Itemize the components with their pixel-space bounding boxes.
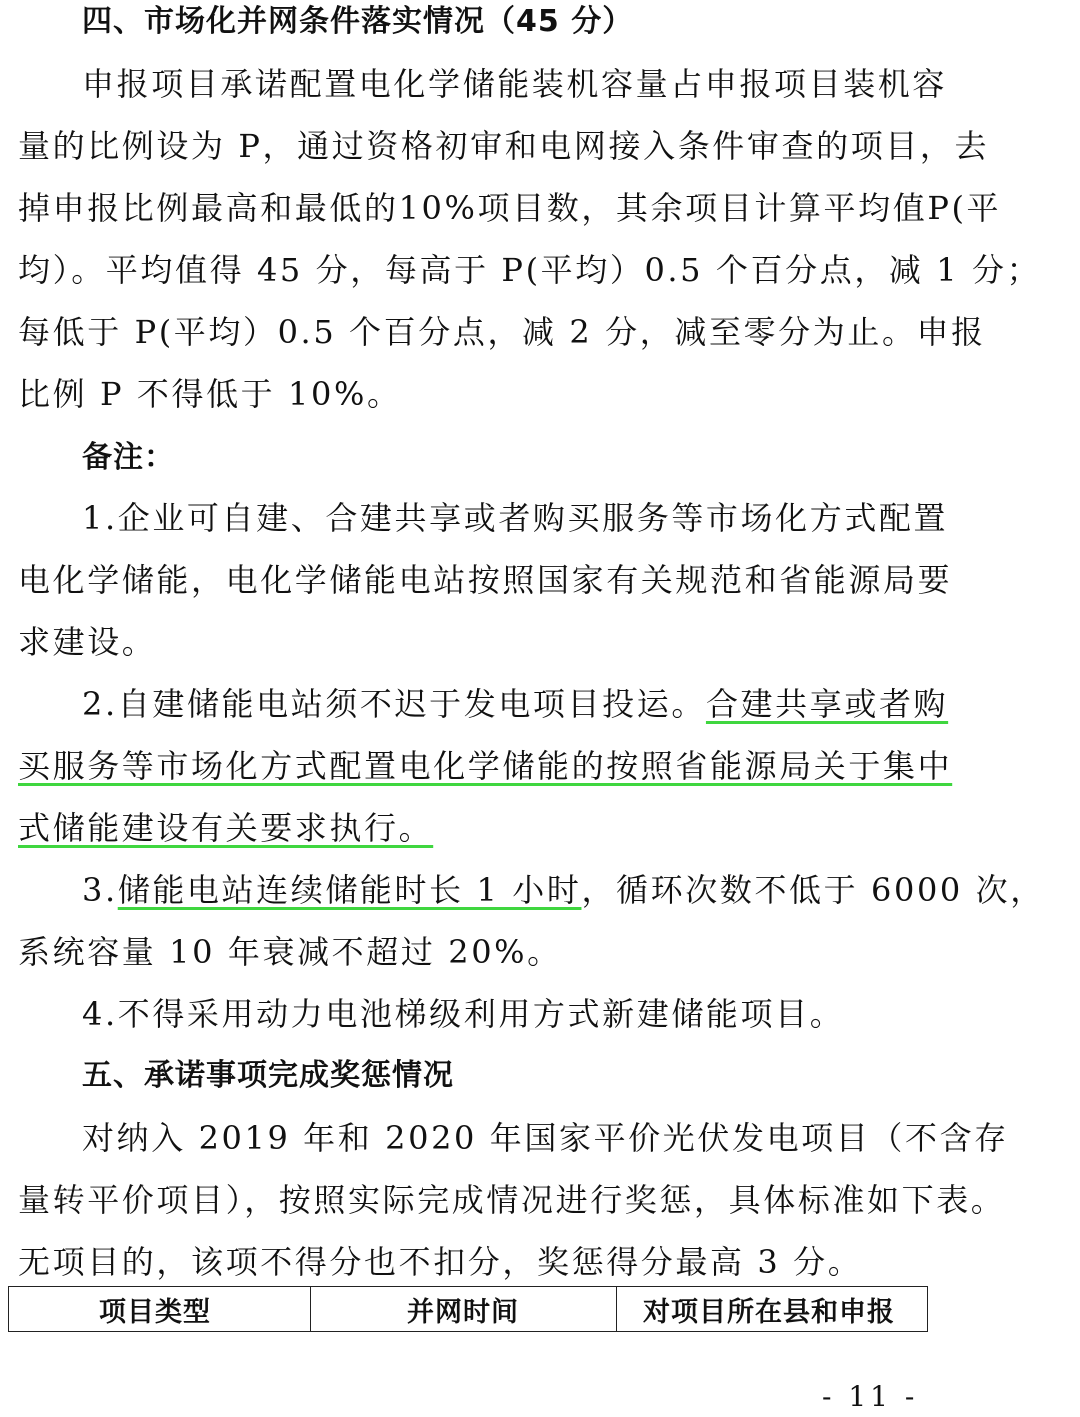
table-header-cell: 并网时间 [311,1287,617,1332]
highlighted-text: 储能电站连续储能时长 1 小时 [117,871,582,909]
page-number: - 11 - [822,1380,919,1413]
note-3-line: 系统容量 10 年衰减不超过 20%。 [18,933,562,971]
note-4-line: 4.不得采用动力电池梯级利用方式新建储能项目。 [82,995,845,1033]
note-1-line: 求建设。 [18,623,157,661]
note-3-line [82,870,1045,910]
note-3-text: ，循环次数不低于 6000 次， [581,871,1045,909]
highlighted-text: 式储能建设有关要求执行。 [18,809,434,847]
paragraph-line: 每低于 P(平均）0.5 个百分点，减 2 分，减至零分为止。申报 [18,313,986,351]
highlighted-text: 合建共享或者购 [705,685,949,723]
paragraph-line: 均）。平均值得 45 分，每高于 P(平均）0.5 个百分点，减 1 分； [18,251,1042,289]
paragraph-line: 申报项目承诺配置电化学储能装机容量占申报项目装机容 [82,65,948,103]
paragraph-line: 无项目的，该项不得分也不扣分，奖惩得分最高 3 分。 [18,1243,863,1281]
note-2-line [18,808,918,848]
note-1-line: 1.企业可自建、合建共享或者购买服务等市场化方式配置 [82,499,949,537]
paragraph-line: 对纳入 2019 年和 2020 年国家平价光伏发电项目（不含存 [82,1119,1009,1157]
section-4-heading: 四、市场化并网条件落实情况（45 分） [82,4,634,39]
note-3-number: 3. [82,871,118,909]
section-5-heading: 五、承诺事项完成奖惩情况 [82,1058,454,1093]
table-header-cell: 项目类型 [9,1287,311,1332]
paragraph-line: 比例 P 不得低于 10%。 [18,375,402,413]
paragraph-line: 量转平价项目），按照实际完成情况进行奖惩，具体标准如下表。 [18,1181,1006,1219]
table-header-cell: 对项目所在县和申报 [617,1287,928,1332]
note-2-line [18,746,953,786]
table-header-row [9,1287,928,1332]
notes-heading: 备注： [82,440,175,475]
highlighted-text: 买服务等市场化方式配置电化学储能的按照省能源局关于集中 [18,747,953,785]
note-1-line: 电化学储能，电化学储能电站按照国家有关规范和省能源局要 [18,561,953,599]
reward-penalty-table [8,1286,928,1332]
note-2-text: 2.自建储能电站须不迟于发电项目投运。 [82,685,706,723]
paragraph-line: 掉申报比例最高和最低的10%项目数，其余项目计算平均值P(平 [18,189,1002,227]
note-2-line [82,684,949,724]
paragraph-line: 量的比例设为 P，通过资格初审和电网接入条件审查的项目，去 [18,127,990,165]
